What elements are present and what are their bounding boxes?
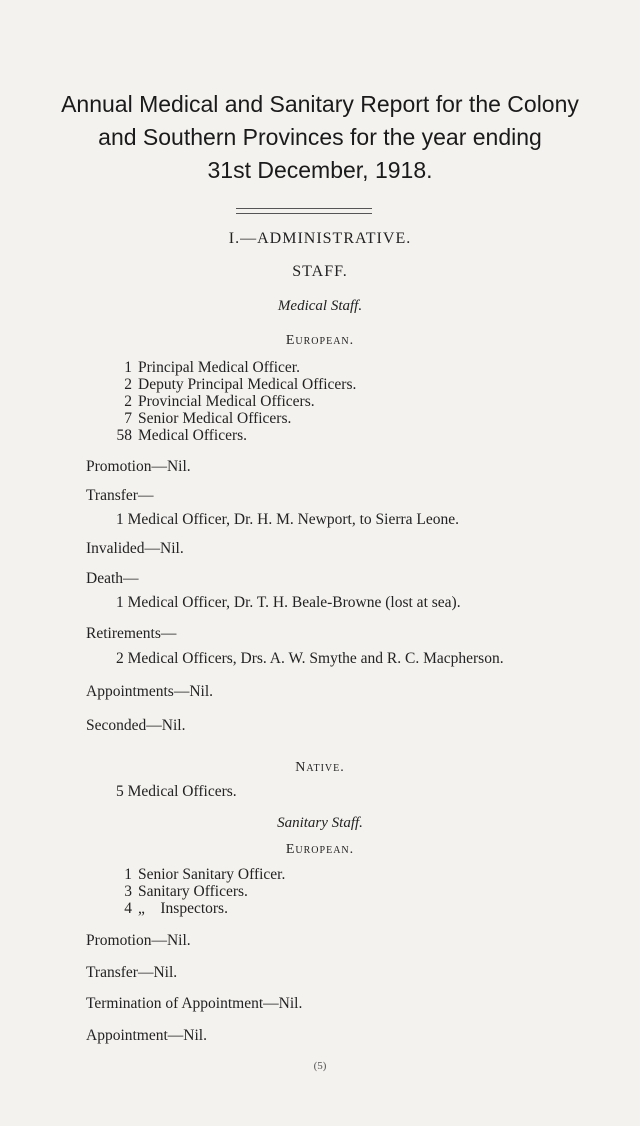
- medical-european-item: [110, 393, 315, 411]
- medical-european-item: [110, 427, 247, 445]
- item-text: Deputy Principal Medical Officers.: [138, 376, 357, 393]
- title-line-3: 31st December, 1918.: [207, 157, 433, 183]
- medical-european-heading: European.: [285, 333, 355, 348]
- medical-death-detail: 1 Medical Officer, Dr. T. H. Beale-Browne (lost at sea).: [116, 594, 461, 611]
- item-count: 4: [124, 900, 132, 917]
- item-text: Senior Medical Officers.: [138, 410, 292, 427]
- sanitary-termination: Termination of Appointment—Nil.: [86, 995, 303, 1012]
- medical-native-heading: Native.: [295, 760, 345, 775]
- medical-appointments: Appointments—Nil.: [86, 683, 214, 700]
- page-number: (5): [313, 1060, 327, 1072]
- item-count: 7: [124, 410, 132, 427]
- item-count: 58: [116, 427, 132, 444]
- medical-transfer-label: Transfer—: [86, 487, 154, 504]
- medical-european-item: [110, 376, 356, 394]
- medical-retirements-detail: 2 Medical Officers, Drs. A. W. Smythe and R. C. Macpherson.: [116, 650, 504, 667]
- section-heading: I.—ADMINISTRATIVE.: [228, 230, 412, 247]
- item-text: „ Inspectors.: [138, 900, 228, 917]
- sanitary-european-item: [110, 900, 228, 918]
- sanitary-european-item: [110, 883, 248, 901]
- medical-death-label: Death—: [86, 570, 139, 587]
- item-count: 2: [124, 376, 132, 393]
- item-text: Sanitary Officers.: [138, 883, 248, 900]
- title-line-2: and Southern Provinces for the year ending: [98, 124, 542, 150]
- item-text: Medical Officers.: [138, 427, 248, 444]
- item-count: 3: [124, 883, 132, 900]
- medical-seconded: Seconded—Nil.: [86, 717, 186, 734]
- report-title: [40, 88, 600, 187]
- sanitary-european-item: [110, 866, 285, 884]
- medical-staff-heading: Medical Staff.: [277, 298, 363, 314]
- sanitary-promotion: Promotion—Nil.: [86, 932, 191, 949]
- medical-invalided: Invalided—Nil.: [86, 540, 184, 557]
- medical-native-detail: 5 Medical Officers.: [116, 783, 237, 800]
- medical-retirements-label: Retirements—: [86, 625, 177, 642]
- item-text: Senior Sanitary Officer.: [138, 866, 286, 883]
- title-divider: [236, 208, 372, 214]
- item-count: 1: [124, 866, 132, 883]
- medical-transfer-detail: 1 Medical Officer, Dr. H. M. Newport, to Sierra Leone.: [116, 511, 460, 528]
- medical-european-item: [110, 359, 300, 377]
- sanitary-european-heading: European.: [285, 842, 355, 857]
- sanitary-appointment: Appointment—Nil.: [86, 1027, 207, 1044]
- item-count: 1: [124, 359, 132, 376]
- item-text: Provincial Medical Officers.: [138, 393, 315, 410]
- staff-heading: STAFF.: [292, 263, 348, 280]
- medical-promotion: Promotion—Nil.: [86, 458, 191, 475]
- sanitary-staff-heading: Sanitary Staff.: [277, 815, 363, 831]
- medical-european-item: [110, 410, 291, 428]
- item-count: 2: [124, 393, 132, 410]
- sanitary-transfer: Transfer—Nil.: [86, 964, 178, 981]
- title-line-1: Annual Medical and Sanitary Report for the Colony: [61, 91, 579, 117]
- item-text: Principal Medical Officer.: [138, 359, 300, 376]
